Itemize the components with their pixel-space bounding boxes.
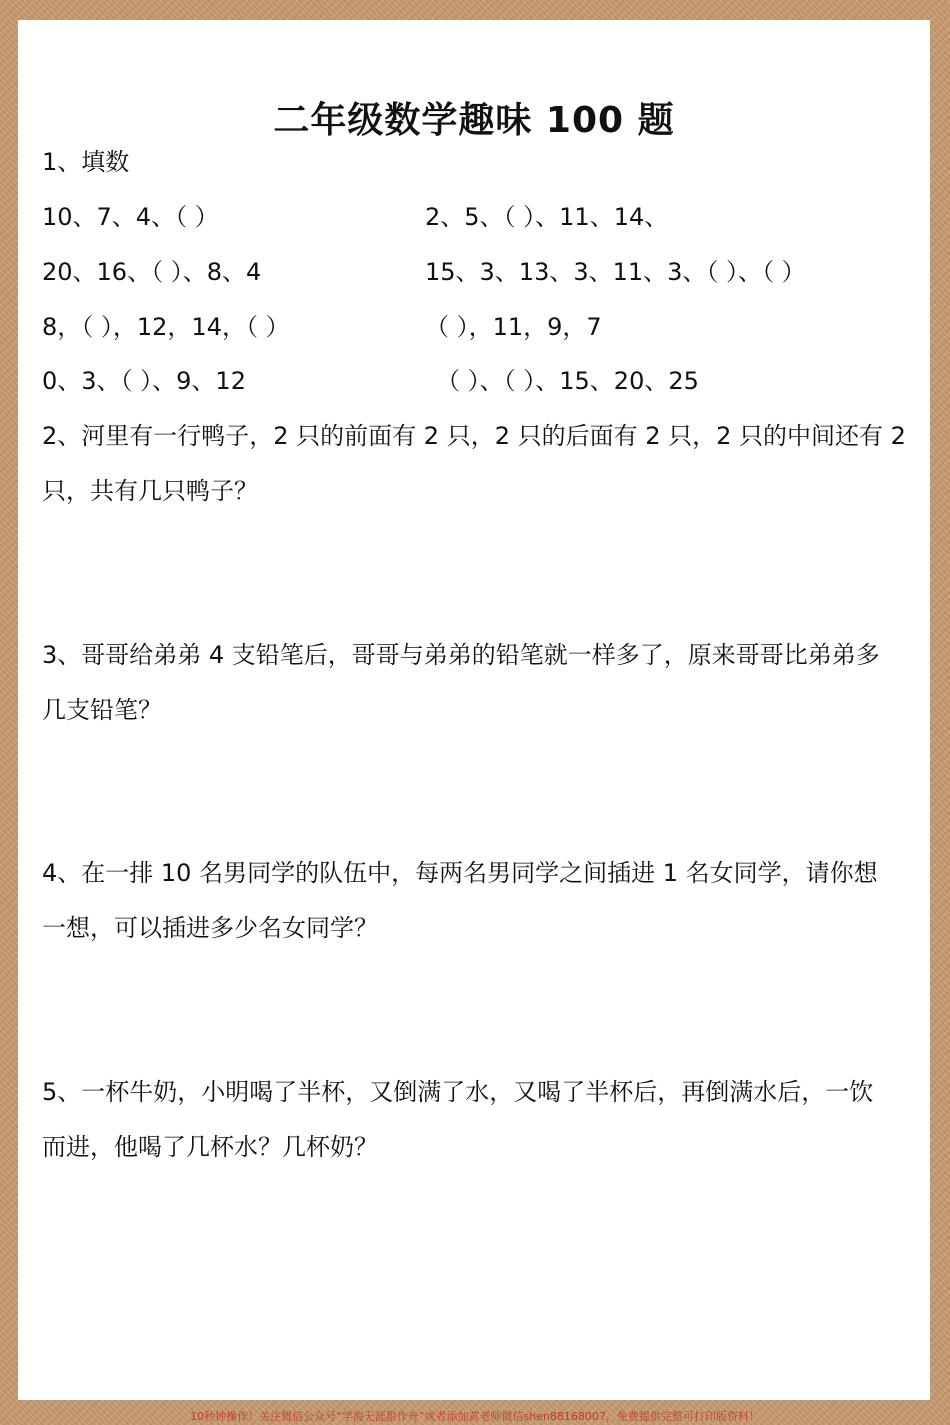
q5-line2: 而进，他喝了几杯水？几杯奶？ bbox=[42, 1133, 378, 1161]
q2-line2: 只，共有几只鸭子？ bbox=[42, 477, 258, 505]
q3-line2: 几支铅笔？ bbox=[42, 696, 162, 724]
footer-promo-text: 10秒钟操作！关注微信公众号“学海无涯甜作舟”或者添加黄老师微信shen88168007，免费提供完整可打印版资料！ bbox=[190, 1410, 760, 1423]
q4-line1: 4、在一排 10 名男同学的队伍中，每两名男同学之间插进 1 名女同学，请你想 bbox=[42, 859, 878, 887]
q1-row1-left: 10、7、4、（ ） bbox=[42, 203, 219, 231]
q1-heading: 1、填数 bbox=[42, 148, 130, 176]
q1-row1-right: 2、5、（ ）、11、14、 bbox=[425, 203, 669, 231]
q4-line2: 一想，可以插进多少名女同学？ bbox=[42, 914, 378, 942]
q1-row3-left: 8，（ ），12，14，（ ） bbox=[42, 313, 290, 341]
page-title: 二年级数学趣味 100 题 bbox=[273, 100, 675, 141]
q1-row4-left: 0、3、（ ）、9、12 bbox=[42, 367, 246, 395]
worksheet-page bbox=[18, 20, 930, 1400]
q1-row2-right: 15、3、13、3、11、3、（ ）、（ ） bbox=[425, 258, 806, 286]
q5-line1: 5、一杯牛奶，小明喝了半杯，又倒满了水，又喝了半杯后，再倒满水后，一饮 bbox=[42, 1078, 874, 1106]
q1-row3-right: （ ），11，9，7 bbox=[425, 313, 602, 341]
q2-line1: 2、河里有一行鸭子，2 只的前面有 2 只，2 只的后面有 2 只，2 只的中间还有 2 bbox=[42, 422, 906, 450]
q1-row4-right: （ ）、（ ）、15、20、25 bbox=[436, 367, 699, 395]
q1-row2-left: 20、16、（ ）、8、4 bbox=[42, 258, 262, 286]
q3-line1: 3、哥哥给弟弟 4 支铅笔后，哥哥与弟弟的铅笔就一样多了，原来哥哥比弟弟多 bbox=[42, 641, 880, 669]
